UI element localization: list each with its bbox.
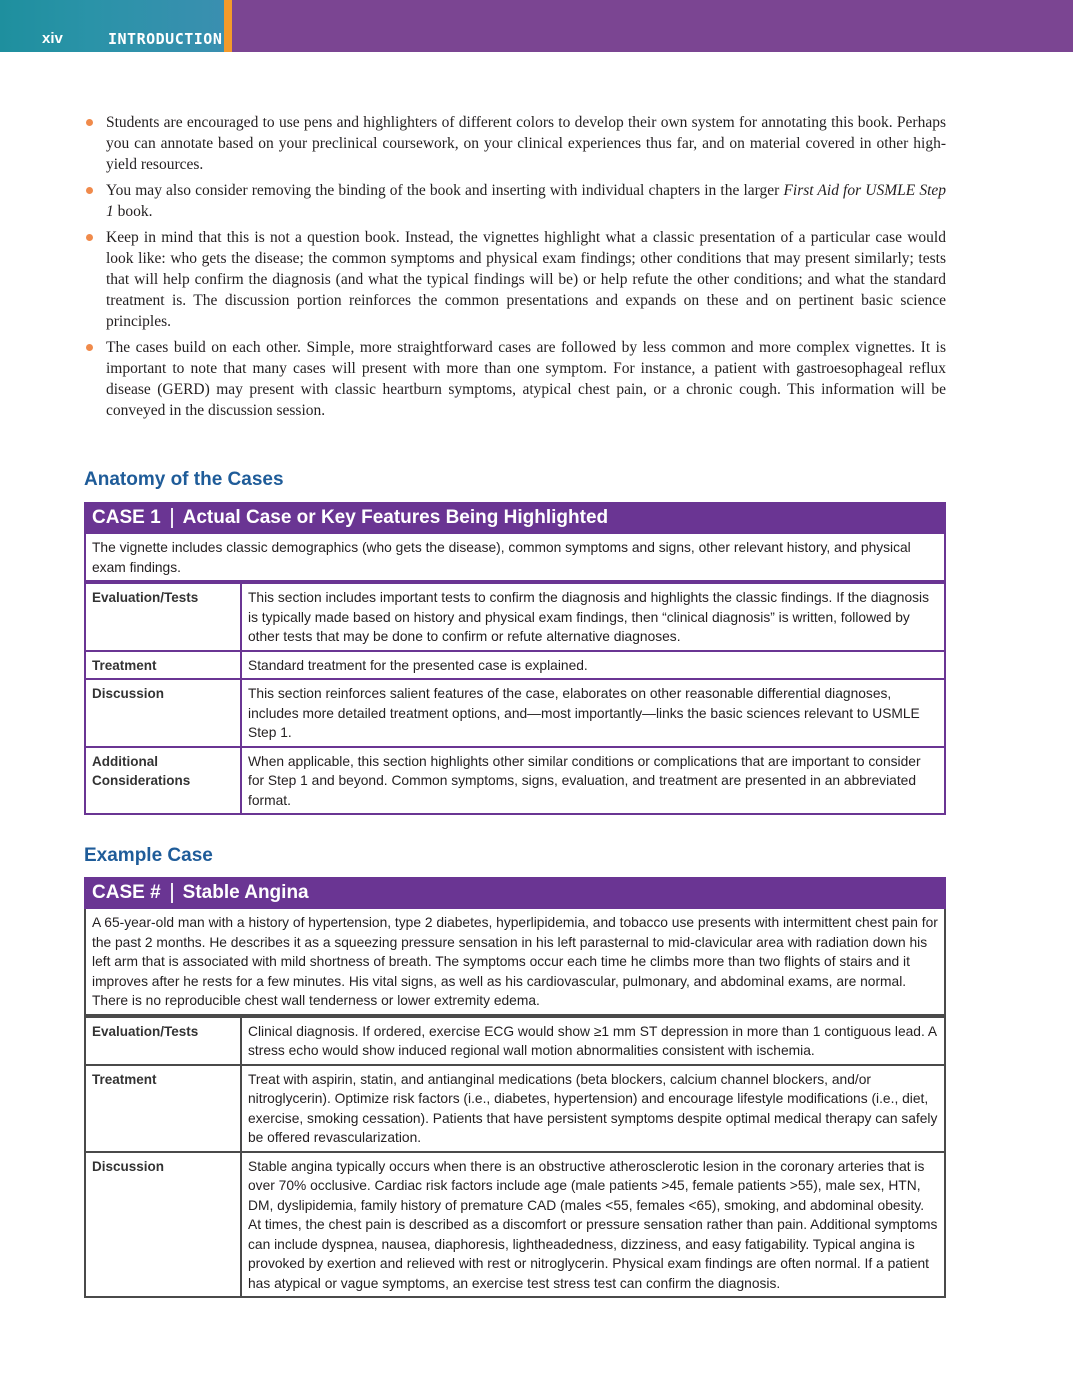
row-label: Additional Considerations — [85, 747, 241, 815]
book-title: First Aid for USMLE Step 1 — [106, 182, 946, 220]
bullet-text: Keep in mind that this is not a question book. Instead, the vignettes highlight what a classic presentation of a particular case would look like: who gets the disease; the common symptoms and physical exam findings; other conditions that may present similarly; tests that will help confirm the diagnosis (and what the typical findings will be) or help refute the other conditions; and what the standard treatment is. The discussion portion reinforces the common presentations and expands on these and on pertinent basic science principles. — [106, 229, 946, 330]
bullet-icon — [86, 187, 93, 194]
bullet-icon — [86, 344, 93, 351]
table-row — [85, 1017, 945, 1065]
bullet-icon — [86, 234, 93, 241]
row-label: Treatment — [85, 651, 241, 680]
table-row — [85, 679, 945, 747]
row-text: This section includes important tests to confirm the diagnosis and highlights the classic findings. If the diagnosis is typically made based on history and physical exam findings, then “clinical diagnosis” is written, followed by other tests that may be done to confirm or refute alternative diagnoses. — [241, 583, 945, 651]
anatomy-heading: Anatomy of the Cases — [84, 469, 284, 490]
row-text: Clinical diagnosis. If ordered, exercise ECG would show ≥1 mm ST depression in more than 1 contiguous lead. A stress echo would show induced regional wall motion abnormalities consistent with ischemia. — [241, 1017, 945, 1065]
row-text: Stable angina typically occurs when there is an obstructive atherosclerotic lesion in the coronary arteries that is over 70% occlusive. Cardiac risk factors include age (male patients >45, female patients >55), male sex, HTN, DM, dyslipidemia, family history of premature CAD (males <55, females <65), smoking, and abdominal obesity. At times, the chest pain is described as a discomfort or pressure sensation rather than pain. Additional symptoms can include dyspnea, nausea, diaphoresis, lightheadedness, dizziness, and easy fatigability. Typical angina is provoked by exertion and relieved with rest or nitroglycerin. Physical exam findings are often normal. If a patient has atypical or vague symptoms, an exercise test stress test can confirm the diagnosis. — [241, 1152, 945, 1298]
row-text: Treat with aspirin, statin, and antianginal medications (beta blockers, calcium channel blockers, and/or nitroglycerin). Optimize risk factors (i.e., diabetes, hypertension) and encourage lifestyle modifications (i.e., diet, exercise, smoking cessation). Patients that have persistent symptoms despite optimal medical therapy can safely be offered revascularization. — [241, 1065, 945, 1152]
case-label: CASE 1 — [92, 507, 161, 528]
case-title: Actual Case or Key Features Being Highlighted — [182, 507, 609, 528]
list-item — [84, 180, 946, 222]
bullet-text-before: You may also consider removing the binding of the book and inserting with individual chapters in the larger — [106, 182, 784, 199]
list-item — [84, 227, 946, 332]
header-orange-accent — [224, 0, 232, 52]
title-divider — [171, 508, 173, 528]
case-detail-table — [84, 1016, 946, 1299]
bullet-text-after: book. — [113, 203, 153, 220]
bullet-icon — [86, 119, 93, 126]
row-text: This section reinforces salient features of the case, elaborates on other reasonable differential diagnoses, includes more detailed treatment options, and—most importantly—links the basic sciences relevant to USMLE Step 1. — [241, 679, 945, 747]
section-title: INTRODUCTION — [108, 30, 223, 48]
case-title: Stable Angina — [182, 882, 309, 903]
row-label: Discussion — [85, 1152, 241, 1298]
case-title-bar — [84, 877, 946, 909]
bullet-text: Students are encouraged to use pens and highlighters of different colors to develop their own system for annotating this book. Perhaps you can annotate based on your preclinical coursework, on your clinical experiences thus far, and on material covered in other high-yield resources. — [106, 114, 946, 173]
page-header — [0, 0, 1073, 52]
row-label: Discussion — [85, 679, 241, 747]
case-vignette: A 65-year-old man with a history of hypertension, type 2 diabetes, hyperlipidemia, and tobacco use presents with intermittent chest pain for the past 2 months. He describes it as a squeezing pressure sensation in his left parasternal to mid-clavicular area with radiation down his left arm that is associated with mild shortness of breath. The symptoms occur each time he climbs more than two flights of stairs and it improves after he rests for a few minutes. His vital signs, as well as his cardiovascular, pulmonary, and abdominal exams, are normal. There is no reproducible chest wall tenderness or lower extremity edema. — [84, 909, 946, 1016]
row-label: Treatment — [85, 1065, 241, 1152]
list-item — [84, 112, 946, 175]
example-case-table — [84, 877, 946, 1298]
table-row — [85, 1065, 945, 1152]
list-item — [84, 337, 946, 421]
row-text: When applicable, this section highlights other similar conditions or complications that are important to consider for Step 1 and beyond. Common symptoms, signs, evaluation, and treatment are presented in an abbreviated format. — [241, 747, 945, 815]
case-detail-table — [84, 582, 946, 815]
case-title-bar — [84, 502, 946, 534]
anatomy-case-table — [84, 502, 946, 815]
table-row — [85, 747, 945, 815]
row-label: Evaluation/Tests — [85, 1017, 241, 1065]
table-row — [85, 651, 945, 680]
table-row — [85, 1152, 945, 1298]
table-row — [85, 583, 945, 651]
bullet-text: The cases build on each other. Simple, more straightforward cases are followed by less common and more complex vignettes. It is important to note that many cases will present with more than one symptom. For instance, a patient with gastroesophageal reflux disease (GERD) may present with classic heartburn symptoms, atypical chest pain, or a chronic cough. This information will be conveyed in the discussion session. — [106, 339, 946, 419]
row-label: Evaluation/Tests — [85, 583, 241, 651]
title-divider — [171, 883, 173, 903]
example-heading: Example Case — [84, 845, 213, 866]
row-text: Standard treatment for the presented case is explained. — [241, 651, 945, 680]
intro-bullet-list — [84, 112, 946, 426]
page-number: xiv — [42, 30, 63, 47]
case-vignette: The vignette includes classic demographics (who gets the disease), common symptoms and signs, other relevant history, and physical exam findings. — [84, 534, 946, 582]
case-label: CASE # — [92, 882, 161, 903]
